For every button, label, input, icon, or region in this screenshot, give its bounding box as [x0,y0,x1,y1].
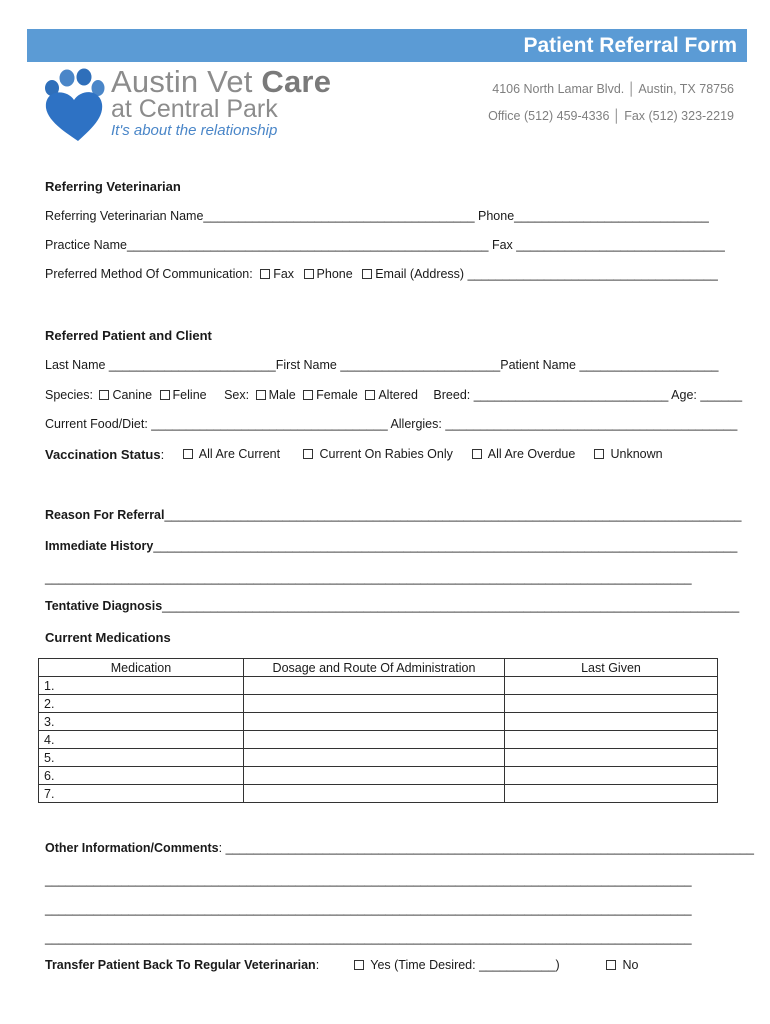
no-option-label: No [622,958,639,972]
other-info-line[interactable]: ____________________________________________________________________________ [222,841,754,855]
fax-checkbox[interactable] [260,269,270,279]
rabies-only-checkbox[interactable] [303,449,313,459]
medication-cell[interactable]: 6. [39,767,244,785]
altered-checkbox[interactable] [365,390,375,400]
medications-table [38,658,718,803]
medication-cell[interactable]: 1. [39,677,244,695]
brand-tagline: It's about the relationship [111,122,278,139]
brand-name: Austin Vet Care [111,64,332,99]
dosage-cell[interactable] [244,731,505,749]
feline-option-label: Feline [172,388,207,402]
reason-for-referral-field[interactable] [45,508,742,522]
altered-option-label: Altered [378,388,418,402]
medication-cell[interactable]: 2. [39,695,244,713]
feline-checkbox[interactable] [160,390,170,400]
other-information-field[interactable] [45,841,754,855]
table-row [39,731,718,749]
species-sex-breed-row [45,388,742,402]
communication-method-row [45,267,718,281]
current-medications-heading: Current Medications [45,630,171,645]
history-label: Immediate History [45,539,154,553]
client-patient-names-field[interactable]: Last Name ________________________First Name _______________________Patient Name ____________________ [45,358,719,372]
comments-line[interactable]: _____________________________________________________________________________________________ [45,931,692,945]
table-row [39,677,718,695]
medication-cell[interactable]: 3. [39,713,244,731]
reason-label: Reason For Referral [45,508,165,522]
last-given-cell[interactable] [505,731,718,749]
table-row [39,695,718,713]
phone-checkbox[interactable] [304,269,314,279]
tentative-diagnosis-field[interactable] [45,599,739,613]
dosage-cell[interactable] [244,695,505,713]
table-row [39,749,718,767]
all-current-checkbox[interactable] [183,449,193,459]
table-row [39,713,718,731]
column-header-last-given: Last Given [505,659,718,677]
column-header-dosage: Dosage and Route Of Administration [244,659,505,677]
breed-age-field[interactable]: Breed: ____________________________ Age: ______ [433,388,743,402]
email-checkbox[interactable] [362,269,372,279]
email-option-label[interactable]: Email (Address) ____________________________________ [375,267,718,281]
dosage-cell[interactable] [244,713,505,731]
male-checkbox[interactable] [256,390,266,400]
column-header-medication: Medication [39,659,244,677]
all-current-label: All Are Current [198,447,281,461]
clinic-contact: Office (512) 459-4336 │ Fax (512) 323-2219 [488,109,734,123]
last-given-cell[interactable] [505,767,718,785]
female-checkbox[interactable] [303,390,313,400]
history-continuation-line[interactable]: _____________________________________________________________________________________________ [45,571,692,585]
medication-cell[interactable]: 5. [39,749,244,767]
diagnosis-label: Tentative Diagnosis [45,599,163,613]
other-info-label: Other Information/Comments [45,841,219,855]
medications-header-row [39,659,718,677]
last-given-cell[interactable] [505,785,718,803]
unknown-checkbox[interactable] [594,449,604,459]
section-referred-patient: Referred Patient and Client [45,328,212,343]
female-option-label: Female [316,388,358,402]
sex-label: Sex: [224,388,250,402]
immediate-history-field[interactable] [45,539,737,553]
unknown-label: Unknown [610,447,663,461]
practice-fax-field[interactable]: Practice Name____________________________________________________ Fax ______________________________ [45,238,725,252]
comments-line[interactable]: _____________________________________________________________________________________________ [45,873,692,887]
no-checkbox[interactable] [606,960,616,970]
section-referring-veterinarian: Referring Veterinarian [45,179,181,194]
paw-heart-logo-icon [38,66,108,142]
yes-checkbox[interactable] [354,960,364,970]
phone-option-label: Phone [316,267,353,281]
transfer-colon: : [315,958,320,972]
reason-line[interactable]: ___________________________________________________________________________________ [164,508,742,522]
last-given-cell[interactable] [505,695,718,713]
all-overdue-label: All Are Overdue [487,447,576,461]
dosage-cell[interactable] [244,677,505,695]
all-overdue-checkbox[interactable] [472,449,482,459]
fax-option-label: Fax [273,267,295,281]
vaccination-colon: : [160,447,165,462]
canine-option-label: Canine [112,388,153,402]
table-row [39,785,718,803]
last-given-cell[interactable] [505,713,718,731]
medication-cell[interactable]: 7. [39,785,244,803]
brand-subname: at Central Park [111,95,278,123]
clinic-address: 4106 North Lamar Blvd. │ Austin, TX 78756 [492,82,734,96]
food-allergies-field[interactable]: Current Food/Diet: __________________________________ Allergies: __________________________________________ [45,417,738,431]
yes-option-label[interactable]: Yes (Time Desired: ___________) [370,958,560,972]
rabies-only-label: Current On Rabies Only [319,447,453,461]
referring-name-phone-field[interactable]: Referring Veterinarian Name_______________________________________ Phone____________________________ [45,209,709,223]
canine-checkbox[interactable] [99,390,109,400]
comments-line[interactable]: _____________________________________________________________________________________________ [45,902,692,916]
transfer-back-label: Transfer Patient Back To Regular Veterinarian [45,958,316,972]
medication-cell[interactable]: 4. [39,731,244,749]
last-given-cell[interactable] [505,677,718,695]
vaccination-status-label: Vaccination Status [45,447,161,462]
table-row [39,767,718,785]
title-banner [27,29,747,62]
species-label: Species: [45,388,93,402]
dosage-cell[interactable] [244,749,505,767]
other-info-colon: : [218,841,223,855]
male-option-label: Male [268,388,296,402]
communication-method-label: Preferred Method Of Communication: [45,267,253,281]
dosage-cell[interactable] [244,785,505,803]
form-title: Patient Referral Form [523,34,737,57]
dosage-cell[interactable] [244,767,505,785]
history-line[interactable]: ____________________________________________________________________________________ [153,539,738,553]
last-given-cell[interactable] [505,749,718,767]
diagnosis-line[interactable]: ___________________________________________________________________________________ [162,599,740,613]
